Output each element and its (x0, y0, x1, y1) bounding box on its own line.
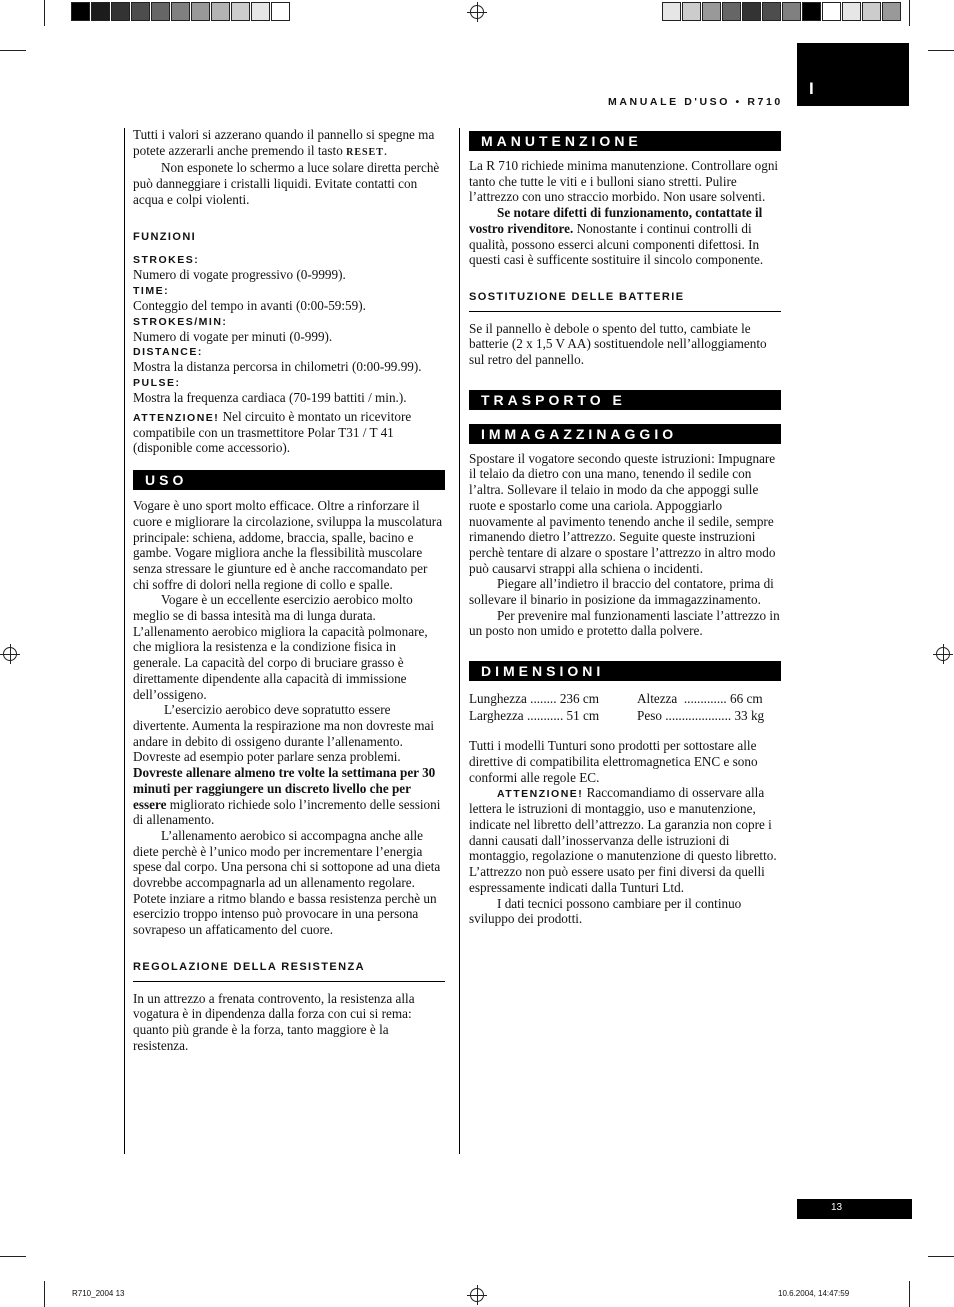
dimension-row: Larghezza ........... 51 cm (469, 708, 600, 724)
color-swatch (802, 2, 821, 21)
color-swatch (91, 2, 110, 21)
print-timestamp: 10.6.2004, 14:47:59 (778, 1289, 850, 1298)
function-label: DISTANCE: (133, 346, 203, 359)
crop-mark (0, 50, 26, 51)
function-description: Numero di vogate per minuti (0-999). (133, 328, 333, 344)
column-divider (124, 128, 125, 1154)
function-label: STROKES: (133, 254, 200, 267)
compliance-paragraph: Tutti i modelli Tunturi sono prodotti per sottostare alle direttive di compatibilita elettromagnetica ENC e sono conformi alle regole EC. (469, 738, 758, 785)
color-swatch (231, 2, 250, 21)
color-swatch (702, 2, 721, 21)
intro-paragraph-2: Non esponete lo schermo a luce solare diretta perchè può danneggiare i cristalli liquidi. Evitate contatti con acqua e colpi violenti. (133, 160, 440, 207)
trasporto-paragraph-1: Spostare il vogatore secondo queste istruzioni: Impugnare il telaio da dietro con una mano, tenendo il sedile con l’altra. Sollevare il telaio in modo da che appoggi sulle ruote e spostarlo come una cariola. Appoggiarlo nuovamente al pavimento tenendo anche il sedile, sempre rimanendo dietro l’attrezzo. Seguite queste instruzioni perchè tentare di alzare o spostare l’attrezzo in altro modo può causarvi strappi alla schiena o incidenti. (469, 450, 776, 576)
left-column (133, 127, 445, 1053)
registration-mark-icon (470, 1288, 484, 1302)
crop-mark (909, 1281, 910, 1307)
color-bar-left (71, 0, 292, 24)
color-swatch (882, 2, 901, 21)
reset-key: RESET (346, 146, 384, 158)
trasporto-paragraph-2: Piegare all’indietro il braccio del contatore, prima di sollevare il binario in posizione da immagazzinamento. (469, 576, 774, 608)
color-swatch (191, 2, 210, 21)
color-swatch (822, 2, 841, 21)
regolazione-paragraph: In un attrezzo a frenata controvento, la resistenza alla vogatura è in dipendenza dalla forza con cui si rema: quanto più grande è la forza, tanto maggiore è la resistenza. (133, 990, 415, 1053)
language-tab (797, 43, 909, 106)
dimensions-table (469, 690, 781, 724)
color-swatch (271, 2, 290, 21)
uso-paragraph-2: Vogare è un eccellente esercizio aerobico molto meglio se di bassa intesità ma di lunga durata. L’allenamento aerobico migliora la capacità polmonare, che migliora la resistenza e la condizione fisica in generale. La capacità del corpo di bruciare grasso è direttamente dipendente alla capacità di immissione dell’ossigeno. (133, 592, 428, 702)
functions-list (133, 254, 445, 406)
function-label: PULSE: (133, 377, 181, 390)
dimensioni-banner: DIMENSIONI (469, 661, 781, 681)
crop-mark (44, 0, 45, 26)
function-description: Mostra la frequenza cardiaca (70-199 battiti / min.). (133, 390, 407, 406)
color-swatch (151, 2, 170, 21)
funzioni-heading: FUNZIONI (133, 230, 197, 243)
crop-mark (928, 1256, 954, 1257)
batterie-paragraph: Se il pannello è debole o spento del tutto, cambiate le batterie (2 x 1,5 V AA) sostituendole nell’alloggiamento sul retro del pannello. (469, 320, 767, 368)
function-description: Conteggio del tempo in avanti (0:00-59:59). (133, 297, 366, 313)
trasporto-banner: TRASPORTO E (469, 390, 781, 410)
regolazione-heading: REGOLAZIONE DELLA RESISTENZA (133, 960, 445, 982)
attenzione-label: ATTENZIONE! (133, 411, 220, 424)
manutenzione-paragraph-2: Se notare difetti di funzionamento, contattate il vostro rivenditore. Nonostante i continui controlli di qualità, possono esserci alcuni componenti difettosi. In questi casi è sufficente sostituire il sincolo componente. (469, 205, 764, 268)
crop-mark (0, 1256, 26, 1257)
function-label: STROKES/MIN: (133, 315, 228, 328)
color-swatch (131, 2, 150, 21)
page-number-box (797, 1199, 912, 1219)
registration-mark-icon (470, 5, 484, 19)
page-number: 13 (831, 1202, 843, 1213)
color-swatch (682, 2, 701, 21)
color-swatch (722, 2, 741, 21)
crop-mark (44, 1281, 45, 1307)
file-reference: R710_2004 13 (72, 1289, 125, 1298)
color-swatch (251, 2, 270, 21)
registration-mark-icon (936, 647, 950, 661)
attenzione-paragraph: ATTENZIONE! Nel circuito è montato un ricevitore compatibile con un trasmettitore Polar T31 / T 41 (disponible come accessorio). (133, 408, 412, 456)
final-paragraph: I dati tecnici possono cambiare per il continuo sviluppo dei prodotti. (469, 895, 742, 927)
trasporto-paragraph-3: Per prevenire mal funzionamenti lasciate l’attrezzo in un posto non umido e protetto dalla polvere. (469, 607, 780, 639)
dimension-row: Altezza ............. 66 cm (637, 691, 763, 707)
column-divider (459, 128, 460, 1154)
color-swatch (842, 2, 861, 21)
uso-paragraph-3: L’esercizio aerobico deve sopratutto essere divertente. Aumenta la respirazione ma non dovreste mai andare in debito di ossigeno durante l’allenamento. Dovreste ad esempio poter parlare senza problemi. Dovreste allenare almeno tre volte la settimana per 30 minuti per raggiungere un discreto livello che per essere migliorato richiede solo l’incremento delle sessioni di allenamento. (133, 702, 441, 828)
manutenzione-paragraph-1: La R 710 richiede minima manutenzione. Controllare ogni tanto che tutte le viti e i bulloni siano stretti. Pulire l’attrezzo con uno straccio morbido. Non usare solventi. (469, 158, 779, 205)
function-label: TIME: (133, 284, 170, 297)
attenzione-paragraph-2: ATTENZIONE! Raccomandiamo di osservare alla lettera le istruzioni di montaggio, uso e manutenzione, indicate nel libretto dell’attrezzo. La garanzia non copre i danni causati dall’inosservanza delle istruzioni di montaggio, regolazione o manutenzione di questo libretto. L’attrezzo non può essere usato per fini diversi da quelli espressamente indicati dalla Tunturi Ltd. (469, 785, 777, 895)
function-description: Numero di vogate progressivo (0-9999). (133, 267, 346, 283)
manutenzione-banner: MANUTENZIONE (469, 131, 781, 151)
color-swatch (762, 2, 781, 21)
crop-mark (928, 50, 954, 51)
manual-title: MANUALE D'USO • R710 (608, 96, 783, 108)
intro-paragraph: Tutti i valori si azzerano quando il pannello si spegne ma potete azzerarli anche premendo il tasto RESET. (133, 127, 435, 158)
color-swatch (71, 2, 90, 21)
dimension-row: Peso .................... 33 kg (637, 708, 765, 724)
uso-paragraph-4: L’allenamento aerobico si accompagna anche alle diete perchè è l’unico modo per incrementare l’energia spese dal corpo. Una persona chi si sottopone ad una dieta dovrebbe accompagnarla ad un allenamento regolare. Potete inziare a ritmo blando e bassa resistenza perchè un esercizio troppo intenso può provocare in una persona sovrapeso un affaticamento del cuore. (133, 827, 441, 938)
color-swatch (862, 2, 881, 21)
color-bar-right (662, 0, 884, 24)
color-swatch (742, 2, 761, 21)
uso-banner: USO (133, 470, 445, 490)
color-swatch (211, 2, 230, 21)
immagazzinaggio-banner: IMMAGAZZINAGGIO (469, 424, 781, 444)
tab-letter: I (809, 79, 814, 98)
batterie-heading: SOSTITUZIONE DELLE BATTERIE (469, 290, 781, 312)
color-swatch (111, 2, 130, 21)
right-column (469, 131, 781, 927)
color-swatch (171, 2, 190, 21)
function-description: Mostra la distanza percorsa in chilometri (0:00-99.99). (133, 359, 422, 375)
crop-mark (909, 0, 910, 26)
uso-paragraph-1: Vogare è uno sport molto efficace. Oltre a rinforzare il cuore e migliorare la circolazione, sviluppa la muscolatura principale: schiena, addome, braccia, spalle, bacino e gambe. Vogare migliora anche la flessibilità muscolare senza stressare le giunture ed è anche raccomandato per chi soffre di dolori nella regione di collo e spalle. (133, 498, 443, 592)
dimension-row: Lunghezza ........ 236 cm (469, 691, 600, 707)
color-swatch (662, 2, 681, 21)
color-swatch (782, 2, 801, 21)
registration-mark-icon (3, 647, 17, 661)
attenzione-label: ATTENZIONE! (497, 788, 584, 801)
